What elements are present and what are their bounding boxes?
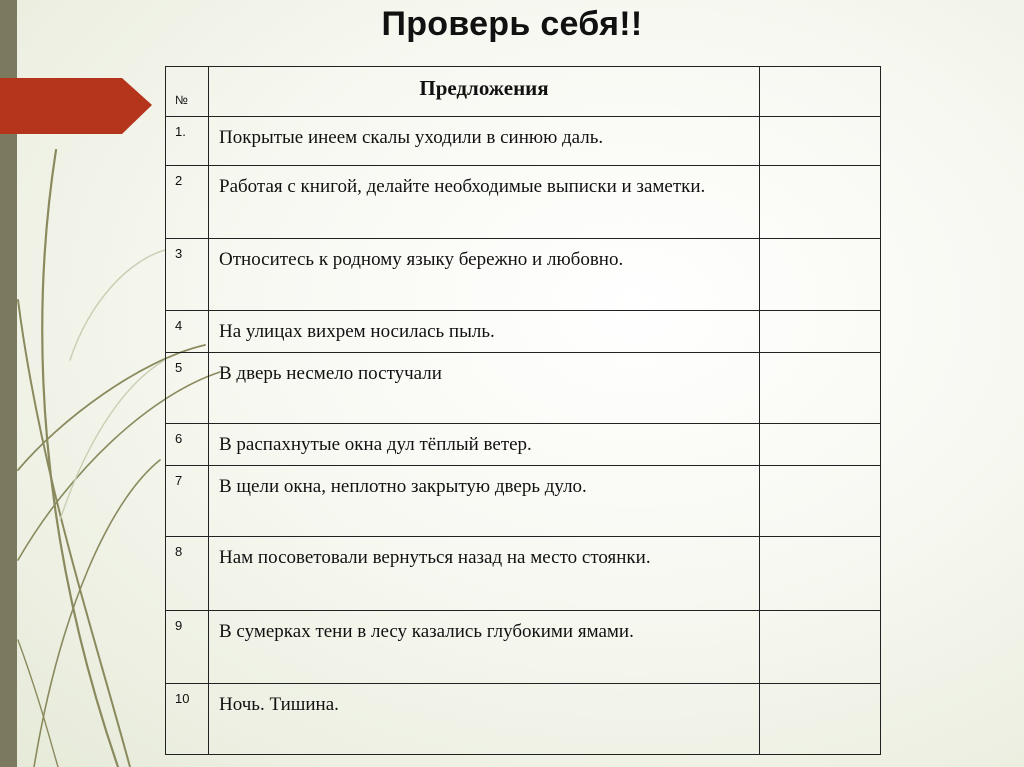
row-number: 6 [175,431,183,446]
row-sentence: Ночь. Тишина. [219,694,339,715]
row-number: 8 [175,544,183,559]
table-row [166,424,881,466]
row-sentence: Относитесь к родному языку бережно и любовно. [219,249,624,270]
table-row [166,611,881,684]
row-number-cell [166,424,209,466]
row-number-cell [166,684,209,755]
row-sentence: В дверь несмело постучали [219,363,442,384]
table-row [166,117,881,166]
row-number: 5 [175,360,183,375]
row-empty-cell [760,424,881,466]
row-number-cell [166,537,209,611]
arrow-banner-shape [0,78,152,134]
row-sentence-cell [209,166,760,239]
row-empty-cell [760,611,881,684]
row-number: 10 [175,691,190,706]
row-number: 4 [175,318,183,333]
row-number: 2 [175,173,183,188]
row-empty-cell [760,166,881,239]
row-empty-cell [760,684,881,755]
table-header-row [166,67,881,117]
table-row [166,537,881,611]
row-sentence-cell [209,311,760,353]
row-sentence: На улицах вихрем носилась пыль. [219,321,495,342]
row-sentence-cell [209,611,760,684]
row-sentence: В щели окна, неплотно закрытую дверь дуло. [219,476,587,497]
row-sentence-cell [209,537,760,611]
table-row [166,311,881,353]
header-number-label: № [175,93,188,107]
row-number-cell [166,611,209,684]
row-number-cell [166,311,209,353]
row-sentence: Работая с книгой, делайте необходимые выписки и заметки. [219,176,706,197]
table-row [166,353,881,424]
table-row [166,684,881,755]
header-empty-cell [760,67,881,117]
row-sentence: В распахнутые окна дул тёплый ветер. [219,434,532,455]
table-row [166,166,881,239]
row-empty-cell [760,537,881,611]
row-sentence-cell [209,353,760,424]
row-sentence-cell [209,466,760,537]
row-number-cell [166,239,209,311]
row-number: 7 [175,473,183,488]
row-number-cell [166,353,209,424]
row-number-cell [166,166,209,239]
row-sentence: Покрытые инеем скалы уходили в синюю даль. [219,127,604,148]
page-title: Проверь себя!! [381,5,643,43]
row-sentence-cell [209,424,760,466]
row-sentence: В сумерках тени в лесу казались глубокими ямами. [219,621,634,642]
row-sentence-cell [209,117,760,166]
table-row [166,239,881,311]
header-sentences-cell [209,67,760,117]
row-sentence-cell [209,684,760,755]
header-sentences-label: Предложения [419,76,549,100]
row-empty-cell [760,353,881,424]
row-number-cell [166,466,209,537]
row-empty-cell [760,311,881,353]
row-number-cell [166,117,209,166]
sentences-table [165,66,881,755]
row-empty-cell [760,117,881,166]
row-number: 1. [175,124,186,139]
row-sentence-cell [209,239,760,311]
row-empty-cell [760,239,881,311]
row-sentence: Нам посоветовали вернуться назад на место стоянки. [219,547,651,568]
row-number: 3 [175,246,183,261]
row-empty-cell [760,466,881,537]
table-row [166,466,881,537]
header-number-cell [166,67,209,117]
row-number: 9 [175,618,183,633]
